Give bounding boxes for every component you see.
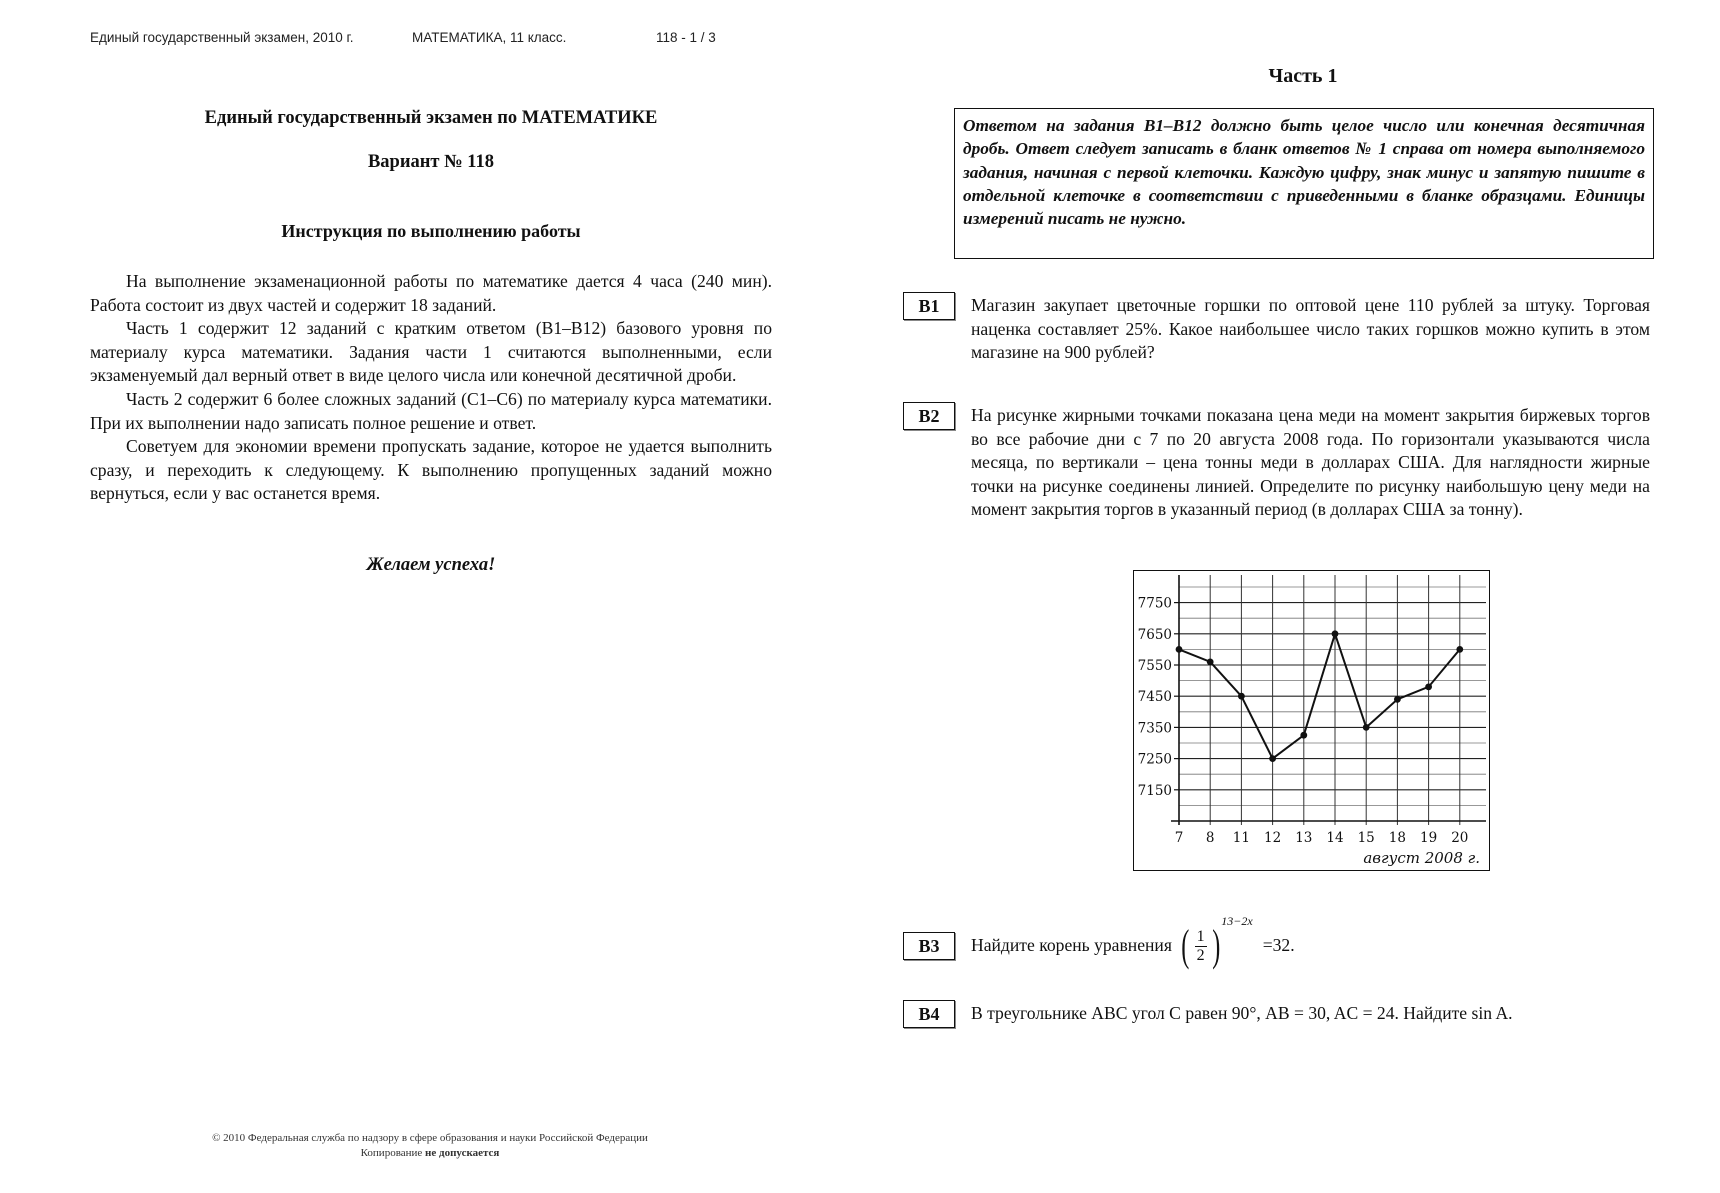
right-paren: ) xyxy=(1211,921,1220,970)
header-exam: Единый государственный экзамен, 2010 г. xyxy=(90,30,354,45)
svg-text:15: 15 xyxy=(1357,830,1375,846)
copyright-line: © 2010 Федеральная служба по надзору в сфере образования и науки Российской Федерации xyxy=(212,1132,648,1144)
header-page-number: 118 - 1 / 3 xyxy=(656,30,716,45)
svg-text:7550: 7550 xyxy=(1137,658,1172,674)
instructions-title: Инструкция по выполнению работы xyxy=(281,221,581,241)
copy-restriction-bold: не допускается xyxy=(425,1147,500,1159)
task-text-b1: Магазин закупает цветочные горшки по оптовой цене 110 рублей за штуку. Торговая наценка составляет 25%. Какое наибольшее число таких горшков можно купить в этом магазине на 900 рублей? xyxy=(971,295,1650,363)
header-subject: МАТЕМАТИКА, 11 класс. xyxy=(412,30,567,45)
svg-text:август 2008 г.: август 2008 г. xyxy=(1363,849,1480,867)
instructions-paragraph: Часть 1 содержит 12 заданий с кратким ответом (В1–В12) базового уровня по материалу курса математики. Задания части 1 считаются выполненными, если экзаменуемый дал верный ответ в виде целого числа или конечной десятичной дроби. xyxy=(90,318,772,386)
task-label-b3: B3 xyxy=(903,932,955,960)
svg-text:18: 18 xyxy=(1388,830,1406,846)
variant-number: Вариант № 118 xyxy=(367,152,495,172)
svg-text:12: 12 xyxy=(1264,830,1282,846)
copper-price-chart xyxy=(1133,570,1490,871)
task-text-b2: На рисунке жирными точками показана цена меди на момент закрытия биржевых торгов во все рабочие дни с 7 по 20 августа 2008 года. По горизонтали указываются числа месяца, по вертикали – цена тонны меди в долларах США. Для наглядности жирные точки на рисунке соединены линией. Определите по рисунку наибольшую цену меди на момент закрытия торгов в указанный период (в долларах США за тонну). xyxy=(971,405,1650,520)
instructions-paragraph: Советуем для экономии времени пропускать задание, которое не удается выполнить сразу, и переходить к следующему. К выполнению пропущенных заданий можно вернуться, если у вас останется время. xyxy=(90,436,772,504)
part-title: Часть 1 xyxy=(1268,65,1338,87)
fraction-denominator: 2 xyxy=(1196,946,1205,964)
svg-text:8: 8 xyxy=(1205,830,1215,846)
task-label-b4: B4 xyxy=(903,1000,955,1028)
task-b3-suffix: =32. xyxy=(1262,935,1295,956)
task-b3-prefix: Найдите корень уравнения xyxy=(971,935,1172,956)
task-label-b2: B2 xyxy=(903,402,955,430)
svg-text:7750: 7750 xyxy=(1137,595,1172,612)
svg-text:7250: 7250 xyxy=(1137,751,1172,768)
fraction-numerator: 1 xyxy=(1196,927,1205,945)
svg-text:20: 20 xyxy=(1451,830,1469,846)
svg-text:13: 13 xyxy=(1295,830,1313,846)
copy-restriction-line xyxy=(150,1146,710,1161)
line-chart-svg xyxy=(1134,571,1488,869)
exam-title: Единый государственный экзамен по МАТЕМАТИКЕ xyxy=(204,108,658,128)
instructions-text xyxy=(90,270,772,506)
svg-text:14: 14 xyxy=(1326,830,1344,846)
task-text-b3 xyxy=(971,914,1295,974)
copy-restriction-prefix: Копирование xyxy=(360,1147,426,1159)
svg-text:7150: 7150 xyxy=(1137,782,1172,799)
left-paren: ( xyxy=(1181,921,1190,970)
instructions-paragraph: На выполнение экзаменационной работы по математике дается 4 часа (240 мин). Работа состоит из двух частей и содержит 18 заданий. xyxy=(90,271,772,315)
svg-text:7450: 7450 xyxy=(1137,689,1172,706)
exponent: 13−2x xyxy=(1221,914,1253,929)
answer-instructions-box: Ответом на задания В1–В12 должно быть целое число или конечная десятичная дробь. Ответ следует записать в бланк ответов № 1 справа от номера выполняемого задания, начиная с первой клеточки. Каждую цифру, знак минус и запятую пишите в отдельной клеточке в соответствии с приведенными в бланке образцами. Единицы измерений писать не нужно. xyxy=(954,108,1654,259)
task-text-b4: В треугольнике ABC угол C равен 90°, AB = 30, AC = 24. Найдите sin A. xyxy=(971,1003,1513,1023)
instructions-paragraph: Часть 2 содержит 6 более сложных заданий (С1–С6) по материалу курса математики. При их выполнении надо записать полное решение и ответ. xyxy=(90,388,772,433)
svg-text:19: 19 xyxy=(1420,830,1438,846)
fraction-one-half xyxy=(1195,928,1207,965)
svg-text:7650: 7650 xyxy=(1137,626,1172,643)
task-label-b1: B1 xyxy=(903,292,955,320)
svg-text:11: 11 xyxy=(1232,830,1250,846)
copyright-footer xyxy=(150,1131,710,1161)
svg-text:7: 7 xyxy=(1174,830,1184,846)
svg-text:7350: 7350 xyxy=(1137,720,1172,737)
good-luck-wish: Желаем успеха! xyxy=(366,555,496,575)
